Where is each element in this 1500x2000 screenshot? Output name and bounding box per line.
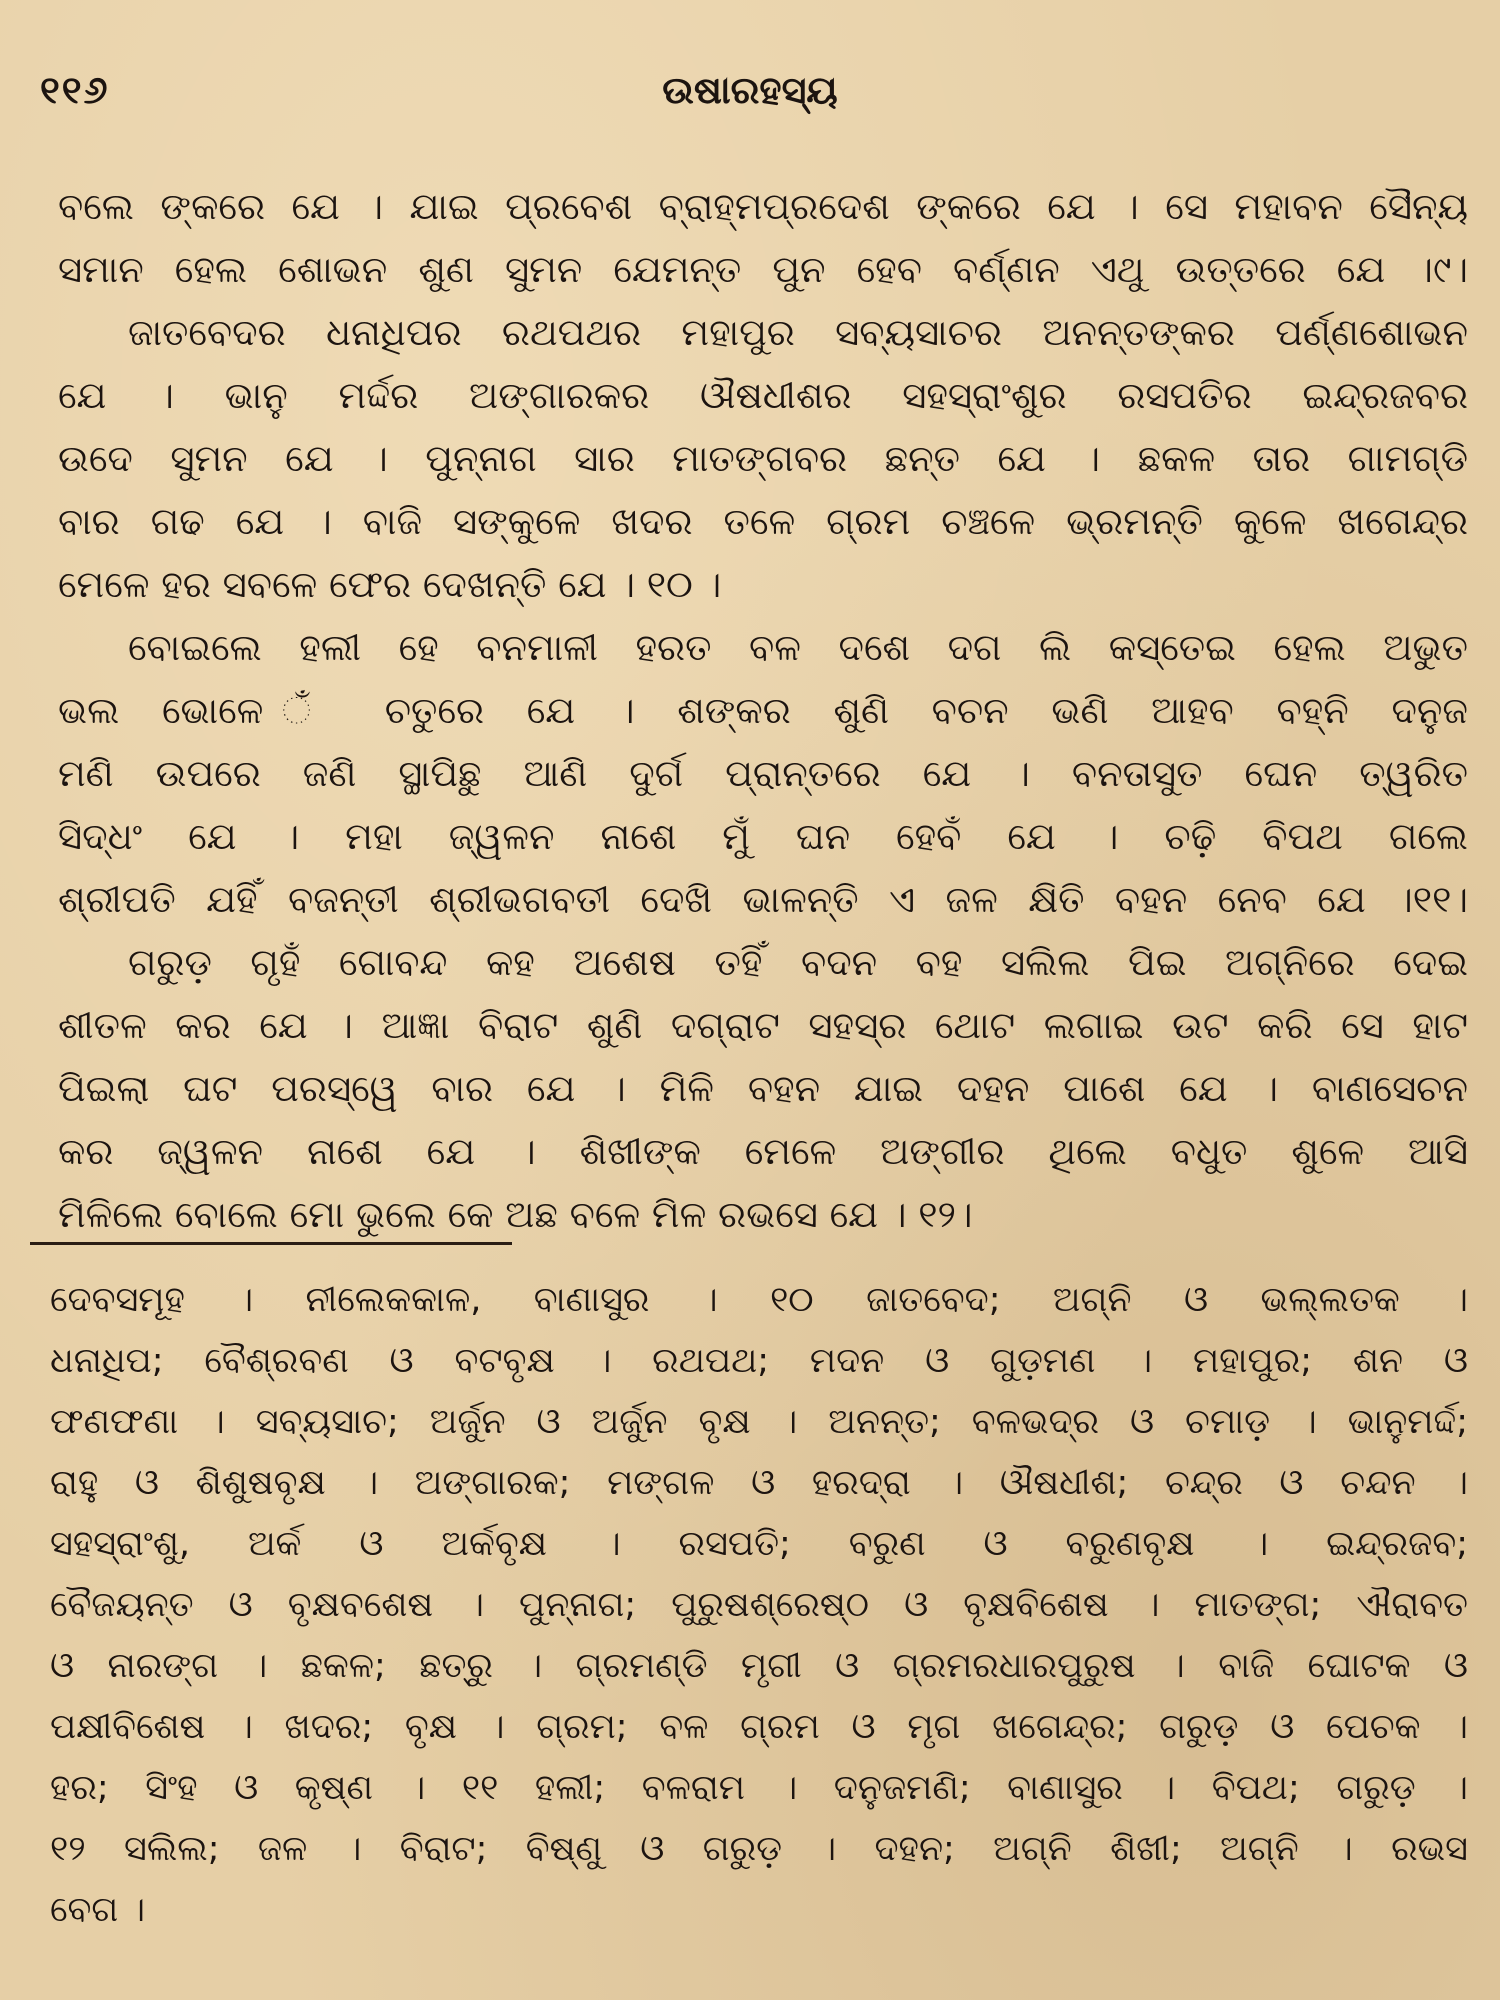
verse-line: କର ଜ୍ୱଳନ ନାଶେ ଯେ । ଶିଖୀଙ୍କ ମେଳେ ଅଙ୍ଗୀର ଥିଲେ ବଧୁତ ଶୁଳେ ଆସି	[58, 1130, 1468, 1173]
footnote-line: ଓ ନାରଙ୍ଗ । ଛକଳ; ଛତ୍ରୁ । ଗ୍ରମଣ୍ଡି ମୃଗୀ ଓ ଗ୍ରମରଧାରପୁରୁଷ । ବାଜି ଘୋଟକ ଓ	[50, 1646, 1468, 1686]
verse-line: ବୋଇଲେ ହଲୀ ହେ ବନମାଳୀ ହରତ ବଳ ଦଶେ ଦଗ ଲି କସ୍ତେଇ ହେଲ ଅଭୁତ	[128, 626, 1468, 669]
footnote-line: ଦେବସମୂହ । ନୀଲେକକାଳ, ବାଣାସୁର । ୧୦ ଜାତବେଦ; ଅଗ୍ନି ଓ ଭଲ୍ଲତକ ।	[50, 1280, 1468, 1320]
verse-line: ବଲେ ଙ୍କରେ ଯେ । ଯାଇ ପ୍ରବେଶ ବ୍ରାହ୍ମପ୍ରଦେଶ ଙ୍କରେ ଯେ । ସେ ମହାବନ ସୈନ୍ୟ	[58, 185, 1468, 228]
footnote-line: ଫଣଫଣା । ସବ୍ୟସାଚ; ଅର୍ଜୁନ ଓ ଅର୍ଜୁନ ବୃକ୍ଷ । ଅନନ୍ତ; ବଳଭଦ୍ର ଓ ଚମାଡ଼ । ଭାନୁମର୍ଦ୍ଦ;	[50, 1402, 1468, 1442]
footnote-line: ସହସ୍ରାଂଶୁ, ଅର୍କ ଓ ଅର୍କବୃକ୍ଷ । ରସପତି; ବରୁଣ ଓ ବରୁଣବୃକ୍ଷ । ଇନ୍ଦ୍ରଜବ;	[50, 1524, 1468, 1564]
footnote-line: ରାହୁ ଓ ଶିଶୁଷବୃକ୍ଷ । ଅଙ୍ଗାରକ; ମଙ୍ଗଳ ଓ ହରଦ୍ରା । ଔଷଧୀଶ; ଚନ୍ଦ୍ର ଓ ଚନ୍ଦନ ।	[50, 1463, 1468, 1503]
verse-line: ପିଇଲା ଘଟ ପରସ୍ୱେ ବାର ଯେ । ମିଳି ବହନ ଯାଇ ଦହନ ପାଶେ ଯେ । ବାଣସେଚନ	[58, 1067, 1468, 1110]
footnote-line: ବେଗ ।	[50, 1890, 146, 1930]
footnotes-glossary	[50, 1270, 1468, 1941]
running-title: ଉଷାରହସ୍ୟ	[662, 68, 838, 112]
page-number: ୧୧୬	[40, 68, 110, 112]
verse-line: ଶୀତଳ କର ଯେ । ଆଜ୍ଞା ବିରାଟ ଶୁଣି ଦଗ୍ରାଟ ସହସ୍ର ଥୋଟ ଲଗାଇ ଉଟ କରି ସେ ହାଟ	[58, 1004, 1468, 1047]
verse-line: ସିଦ୍ଧଂ ଯେ । ମହା ଜ୍ୱଳନ ନାଶେ ମୁଁ ଘନ ହେବଁ ଯେ । ଚଢ଼ି ବିପଥ ଗଲେ	[58, 815, 1468, 858]
page-header	[40, 60, 1460, 120]
verse-line: ଭଲ ଭୋଳେ ଁ ଚତୁରେ ଯେ । ଶଙ୍କର ଶୁଣି ବଚନ ଭଣି ଆହବ ବହ୍ନି ଦନୁଜ	[58, 689, 1468, 732]
verse-line: ଯେ । ଭାନୁ ମର୍ଦ୍ଦର ଅଙ୍ଗାରକର ଔଷଧୀଶର ସହସ୍ରାଂଶୁର ରସପତିର ଇନ୍ଦ୍ରଜବର	[58, 374, 1468, 417]
footnote-line: ବୈଜୟନ୍ତ ଓ ବୃକ୍ଷବଶେଷ । ପୁନ୍ନାଗ; ପୁରୁଷଶ୍ରେଷ୍ଠ ଓ ବୃକ୍ଷବିଶେଷ । ମାତଙ୍ଗ; ଐରାବତ	[50, 1585, 1468, 1625]
verse-line: ବାର ଗଢ ଯେ । ବାଜି ସଙ୍କୁଳେ ଖଦର ତଳେ ଗ୍ରମ ଚଞ୍ଚଳେ ଭ୍ରମନ୍ତି କୁଳେ ଖଗେନ୍ଦ୍ର	[58, 500, 1468, 543]
verse-line: ଜାତବେଦର ଧନାଧିପର ରଥପଥର ମହାପୁର ସବ୍ୟସାଚର ଅନନ୍ତଙ୍କର ପର୍ଣ୍ଣଶୋଭନ	[128, 311, 1468, 354]
verse-body	[58, 175, 1468, 1246]
footnote-line: ପକ୍ଷୀବିଶେଷ । ଖଦର; ବୃକ୍ଷ । ଗ୍ରମ; ବଳ ଗ୍ରମ ଓ ମୃଗ ଖଗେନ୍ଦ୍ର; ଗରୁଡ଼ ଓ ପେଚକ ।	[50, 1707, 1468, 1747]
verse-line: ଉଦେ ସୁମନ ଯେ । ପୁନ୍ନାଗ ସାର ମାତଙ୍ଗବର ଛନ୍ତ ଯେ । ଛକଳ ତାର ଗାମଗ୍ଡି	[58, 437, 1468, 480]
footnote-line: ଧନାଧିପ; ବୈଶ୍ରବଣ ଓ ବଟବୃକ୍ଷ । ରଥପଥ; ମଦନ ଓ ଗୁଡ଼ମଣ । ମହାପୁର; ଶନ ଓ	[50, 1341, 1468, 1381]
verse-line: ମଣି ଉପରେ ଜଣି ସ୍ଥାପିଛୁ ଆଣି ଦୁର୍ଗ ପ୍ରାନ୍ତରେ ଯେ । ବନତାସୁତ ଘେନ ତ୍ୱରିତ	[58, 752, 1468, 795]
footnote-line: ହର; ସିଂହ ଓ କୃଷ୍ଣ । ୧୧ ହଲୀ; ବଳରାମ । ଦନୁଜମଣି; ବାଣାସୁର । ବିପଥ; ଗରୁଡ଼ ।	[50, 1768, 1468, 1808]
footnote-rule	[30, 1242, 512, 1245]
verse-line: ଶ୍ରୀପତି ଯହିଁ ବଜନ୍ତୀ ଶ୍ରୀଭଗବତୀ ଦେଖି ଭାଳନ୍ତି ଏ ଜଳ କ୍ଷିତି ବହନ ନେବ ଯେ ।୧୧।	[58, 878, 1468, 921]
verse-line: ସମାନ ହେଲ ଶୋଭନ ଶୁଣ ସୁମନ ଯେମନ୍ତ ପୁନ ହେବ ବର୍ଣ୍ଣନ ଏଥୁ ଉତ୍ତରେ ଯେ ।୯।	[58, 248, 1468, 291]
verse-line: ଗରୁଡ଼ ଗୃହଁ ଗୋବନ୍ଦ କହ ଅଶେଷ ତହିଁ ବଦନ ବହ ସଲିଲ ପିଇ ଅଗ୍ନିରେ ଦେଇ	[128, 941, 1468, 984]
verse-line: ମିଳିଲେ ବୋଲେ ମୋ ଭୁଲେ କେ ଅଛ ବଳେ ମିଳ ରଭସେ ଯେ । ୧୨।	[58, 1193, 973, 1236]
footnote-line: ୧୨ ସଲିଲ; ଜଳ । ବିରାଟ; ବିଷ୍ଣୁ ଓ ଗରୁଡ଼ । ଦହନ; ଅଗ୍ନି ଶିଖୀ; ଅଗ୍ନି । ରଭସ	[50, 1829, 1468, 1869]
verse-line: ମେଳେ ହର ସବଳେ ଫେର ଦେଖନ୍ତି ଯେ । ୧୦ ।	[58, 563, 722, 606]
